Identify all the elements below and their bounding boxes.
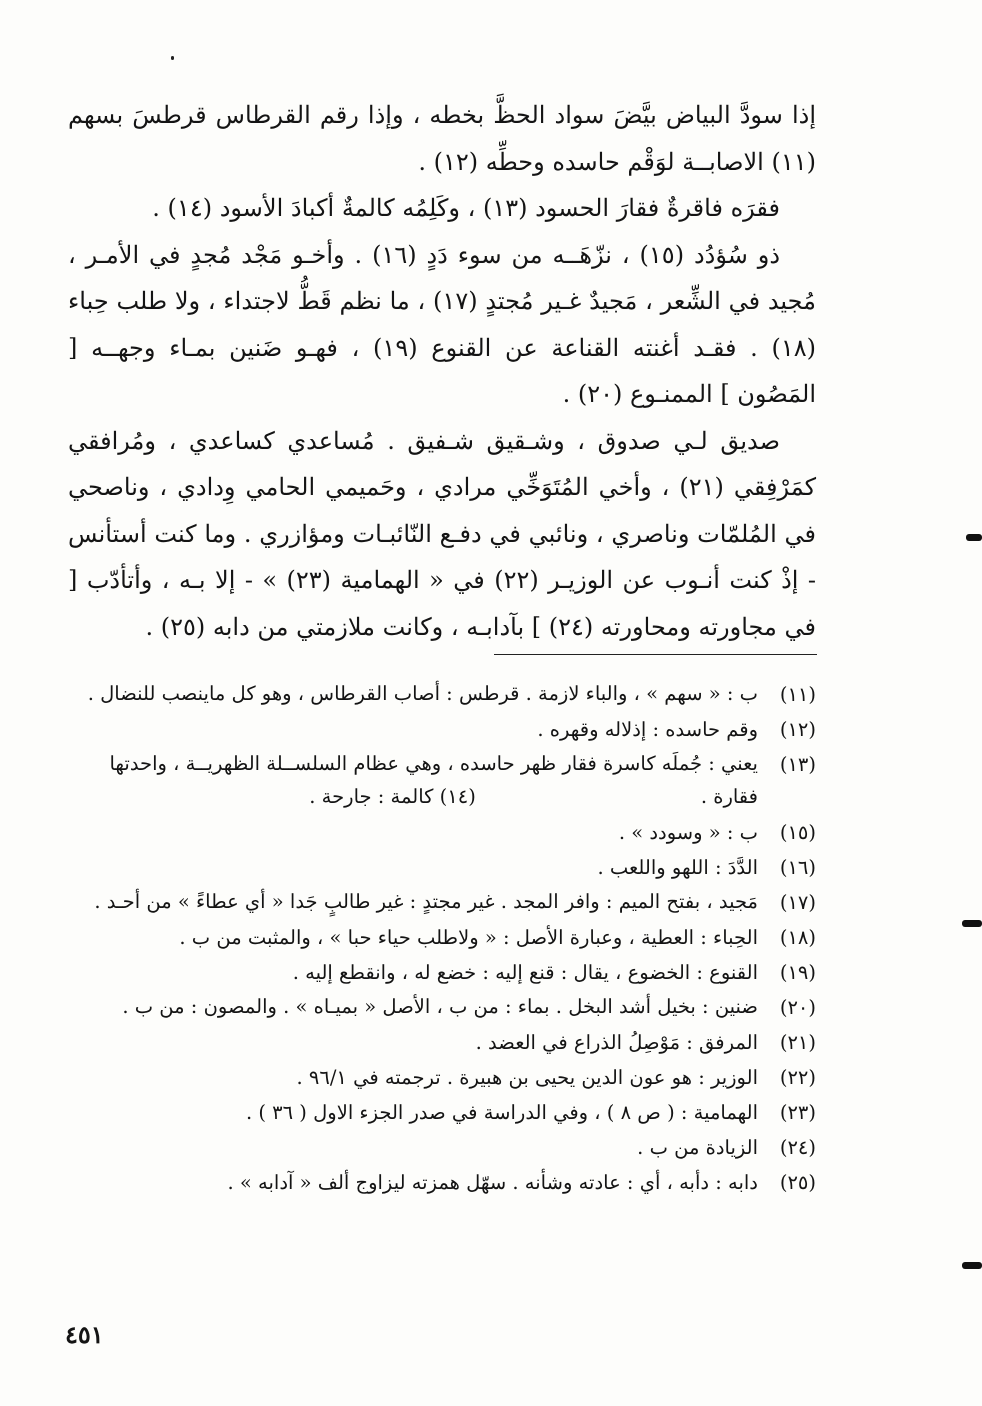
paragraph: إذا سودَّ البياض بيَّضَ سواد الحظَّ بخطه ، وإذا رقم القرطاس قرطسَ بسهم (١١) الاصابــة لوَقْم حاسده وحطِّه (١٢) .: [68, 101, 816, 176]
footnote: [64, 1095, 816, 1130]
footnote-number: (٢٥): [779, 1171, 816, 1194]
main-text: [68, 92, 816, 650]
footnote: [64, 885, 816, 920]
paragraph: ذو سُؤدُد (١٥) ، نزّهَــه من سوء دَدٍ (١٦) . وأخـو مَجْد مُجدٍ في الأمـر ، مُجيد في الشِّعر ، مَجيدٌ غـير مُجتدٍ (١٧) ، ما نظم قَطُّ لاجتداء ، ولا طلب حِباء (١٨) . فقـد أغنته القناعة عن القنوع (١٩) ، فهـو ضَنين بمـاء وجهــه [ المَصُون ] الممنـوع (٢٠) .: [68, 240, 817, 408]
footnote-number: (١٦): [779, 856, 816, 879]
page-number: ٤٥١: [65, 1320, 104, 1349]
footnote-text: الوزير : هو عون الدين يحيى بن هبيرة . ترجمته في ٩٦/١ .: [296, 1066, 758, 1089]
footnote: [64, 1025, 816, 1060]
footnote-number: (١٣): [779, 753, 816, 776]
footnote-text: الهمامية : ( ص ٨ ) ، وفي الدراسة في صدر الجزء الاول ( ٣٦ ) .: [245, 1101, 758, 1124]
footnotes: [64, 677, 816, 1200]
footnote: [64, 920, 816, 955]
footnote-text: مَجيد ، بفتح الميم : وافر المجد . غير مجتدٍ : غير طالبٍ جَدا « أي عطاءً » من أحـد .: [94, 890, 758, 913]
footnote-text: ب : « وسودد » .: [618, 821, 758, 844]
footnote-number: (١٩): [779, 961, 816, 984]
footnote: [64, 955, 816, 990]
footnote: [64, 747, 816, 815]
footnote: [64, 677, 816, 712]
footnote: [64, 850, 816, 885]
scan-edge-mark: [962, 920, 982, 927]
footnote-number: (٢٣): [779, 1101, 816, 1124]
footnote-text-block: [64, 747, 758, 815]
footnote-separator: [494, 654, 817, 655]
ink-speck: [171, 56, 174, 60]
footnote-number: (٢٤): [779, 1136, 816, 1159]
footnote-text: وقم حاسده : إذلاله وقهره .: [537, 718, 758, 741]
footnote-number: (١٧): [779, 891, 816, 914]
footnote-number: (٢١): [779, 1031, 816, 1054]
footnote-number: (٢٠): [779, 996, 816, 1019]
paragraph: صديق لـي صدوق ، وشـقيق شـفيق . مُساعدي كساعدي ، ومُرافقي كمَرْفِقي (٢١) ، وأخي المُتَوَخِّي مرادي ، وحَميمي الحامي وِدادي ، وناصحي في المُلمّات وناصري ، ونائبي في دفـع النّائبـات ومؤازري . وما كنت أستأنس - إذْ كنت أنـوب عن الوزيـر (٢٢) في « الهمامية (٢٣) » - إلا بـه ، وأتأدّب [ في مجاورته ومحاورته (٢٤) ] بآدابـه ، وكانت ملازمتي من دابه (٢٥) .: [68, 426, 816, 641]
footnote-text: المرفق : مَوْصِلُ الذراع في العضد .: [475, 1031, 758, 1054]
footnote-text: يعني : جُملَه كاسرة فقار ظهر حاسده ، وهي عظام السلســلة الظهريــة ، واحدتها فقارة .: [109, 752, 758, 808]
paragraph: فقرَه فاقرةٌ فقارَ الحسود (١٣) ، وكَلِمُه كالمةٌ أكبادَ الأسود (١٤) .: [152, 194, 780, 222]
footnote-text: الزيادة من ب .: [637, 1136, 758, 1159]
footnote-inline-extra: (١٤) كالمة : جارحة .: [309, 785, 476, 808]
footnote-text: الدَّدَ : اللهو واللعب .: [597, 856, 758, 879]
footnote-text: ب : « سهم » ، والباء لازمة . قرطس : أصاب القرطاس ، وهو كل ماينصب للنضال .: [87, 682, 758, 705]
footnote-text: الحِباء : العطية ، وعبارة الأصل : « ولاطلب حياء حبا » ، والمثبت من ب .: [179, 926, 758, 949]
footnote-number: (٢٢): [779, 1066, 816, 1089]
footnote: [64, 1130, 816, 1165]
footnote-number: (١٢): [779, 718, 816, 741]
scan-edge-mark: [966, 534, 982, 541]
footnote: [64, 815, 816, 850]
footnote: [64, 1060, 816, 1095]
footnote-number: (١٥): [779, 821, 816, 844]
footnote-number: (١٨): [779, 926, 816, 949]
scan-edge-mark: [962, 1262, 982, 1269]
footnote: [64, 712, 816, 747]
footnote: [64, 990, 816, 1025]
footnote-number: (١١): [779, 683, 816, 706]
footnote: [64, 1165, 816, 1200]
footnote-text: دابه : دأبه ، أي : عادته وشأنه . سهّل همزته ليزاوج ألف « آدابه » .: [227, 1171, 758, 1194]
footnote-text: ضنين : بخيل أشد البخل . بماء : من ب ، الأصل « بميـاه » . والمصون : من ب .: [122, 995, 758, 1018]
footnote-text: القنوع : الخضوع ، يقال : قنع إليه : خضع له ، وانقطع إليه .: [292, 961, 758, 984]
